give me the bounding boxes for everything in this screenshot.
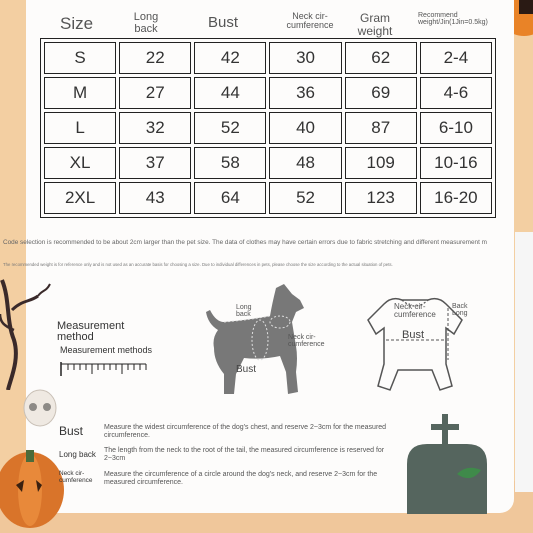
side-panel xyxy=(515,232,533,492)
table-cell: 32 xyxy=(119,112,191,144)
header-neck-circumference: Neck cir-cumference xyxy=(286,11,334,31)
table-cell: 36 xyxy=(269,77,341,109)
table-cell: 40 xyxy=(269,112,341,144)
table-cell: L xyxy=(44,112,116,144)
size-note: Code selection is recommended to be about 2cm larger than the pet size. The data of clothes may have certain errors due to fabric stretching and different measurement m xyxy=(3,239,487,246)
shirt-label-back-long: Back Long xyxy=(452,303,468,318)
table-cell: 22 xyxy=(119,42,191,74)
table-cell: 43 xyxy=(119,182,191,214)
table-cell: 10-16 xyxy=(420,147,492,179)
table-cell: 58 xyxy=(194,147,266,179)
table-cell: 64 xyxy=(194,182,266,214)
header-recommend-weight: Recommend weight/Jin(1Jin=0.5kg) xyxy=(418,12,488,27)
table-cell: 52 xyxy=(269,182,341,214)
table-cell: 42 xyxy=(194,42,266,74)
table-cell: 69 xyxy=(345,77,417,109)
table-cell: 44 xyxy=(194,77,266,109)
skull-icon xyxy=(20,388,60,436)
dog-label-long-back: Long back xyxy=(236,304,252,319)
header-bust: Bust xyxy=(208,14,239,31)
header-long-back: Long back xyxy=(133,11,159,35)
table-cell: 37 xyxy=(119,147,191,179)
table-cell: S xyxy=(44,42,116,74)
table-row xyxy=(44,147,492,179)
table-row xyxy=(44,182,492,214)
table-cell: 2-4 xyxy=(420,42,492,74)
dog-label-bust: Bust xyxy=(236,364,257,375)
desc-text-bust: Measure the widest circumference of the dog's chest, and reserve 2~3cm for the measured circumference. xyxy=(104,424,387,440)
table-cell: M xyxy=(44,77,116,109)
table-cell: 52 xyxy=(194,112,266,144)
table-row xyxy=(44,42,492,74)
tombstone-icon xyxy=(397,414,497,514)
desc-term-bust: Bust xyxy=(59,424,84,438)
table-cell: 4-6 xyxy=(420,77,492,109)
table-row xyxy=(44,77,492,109)
desc-text-long-back: The length from the neck to the root of the tail, the measured circumference is reserved for 2~3cm xyxy=(104,447,385,463)
desc-term-neck: Neck cir-cumference xyxy=(59,470,93,485)
table-cell: 6-10 xyxy=(420,112,492,144)
table-cell: 30 xyxy=(269,42,341,74)
table-row xyxy=(44,112,492,144)
ruler-icon xyxy=(60,358,148,378)
table-cell: 16-20 xyxy=(420,182,492,214)
table-cell: 109 xyxy=(345,147,417,179)
measurement-title: Measurement method xyxy=(57,320,125,343)
desc-term-long-back: Long back xyxy=(59,450,96,459)
table-cell: 87 xyxy=(345,112,417,144)
size-table xyxy=(40,38,496,218)
desc-text-neck: Measure the circumference of a circle around the dog's neck, and reserve 2~3cm for the measured circumference. xyxy=(104,471,378,487)
header-size: Size xyxy=(60,14,94,33)
measurement-subtitle: Measurement methods xyxy=(60,345,153,355)
header-gram-weight: Gram weight xyxy=(357,11,393,38)
dog-label-neck: Neck cir-cumference xyxy=(288,334,325,349)
table-cell: XL xyxy=(44,147,116,179)
table-cell: 27 xyxy=(119,77,191,109)
table-cell: 48 xyxy=(269,147,341,179)
tree-icon xyxy=(0,270,60,390)
table-cell: 2XL xyxy=(44,182,116,214)
table-cell: 62 xyxy=(345,42,417,74)
table-cell: 123 xyxy=(345,182,417,214)
shirt-label-neck: Neck cir-cumference xyxy=(394,302,436,320)
shirt-label-bust: Bust xyxy=(402,329,425,341)
weight-note: The recommended weight is for reference only and is not used as an accurate basis for choosing a size. Due to individual differences in pets, please choose the size according to the actual situation of pets. xyxy=(3,262,393,267)
